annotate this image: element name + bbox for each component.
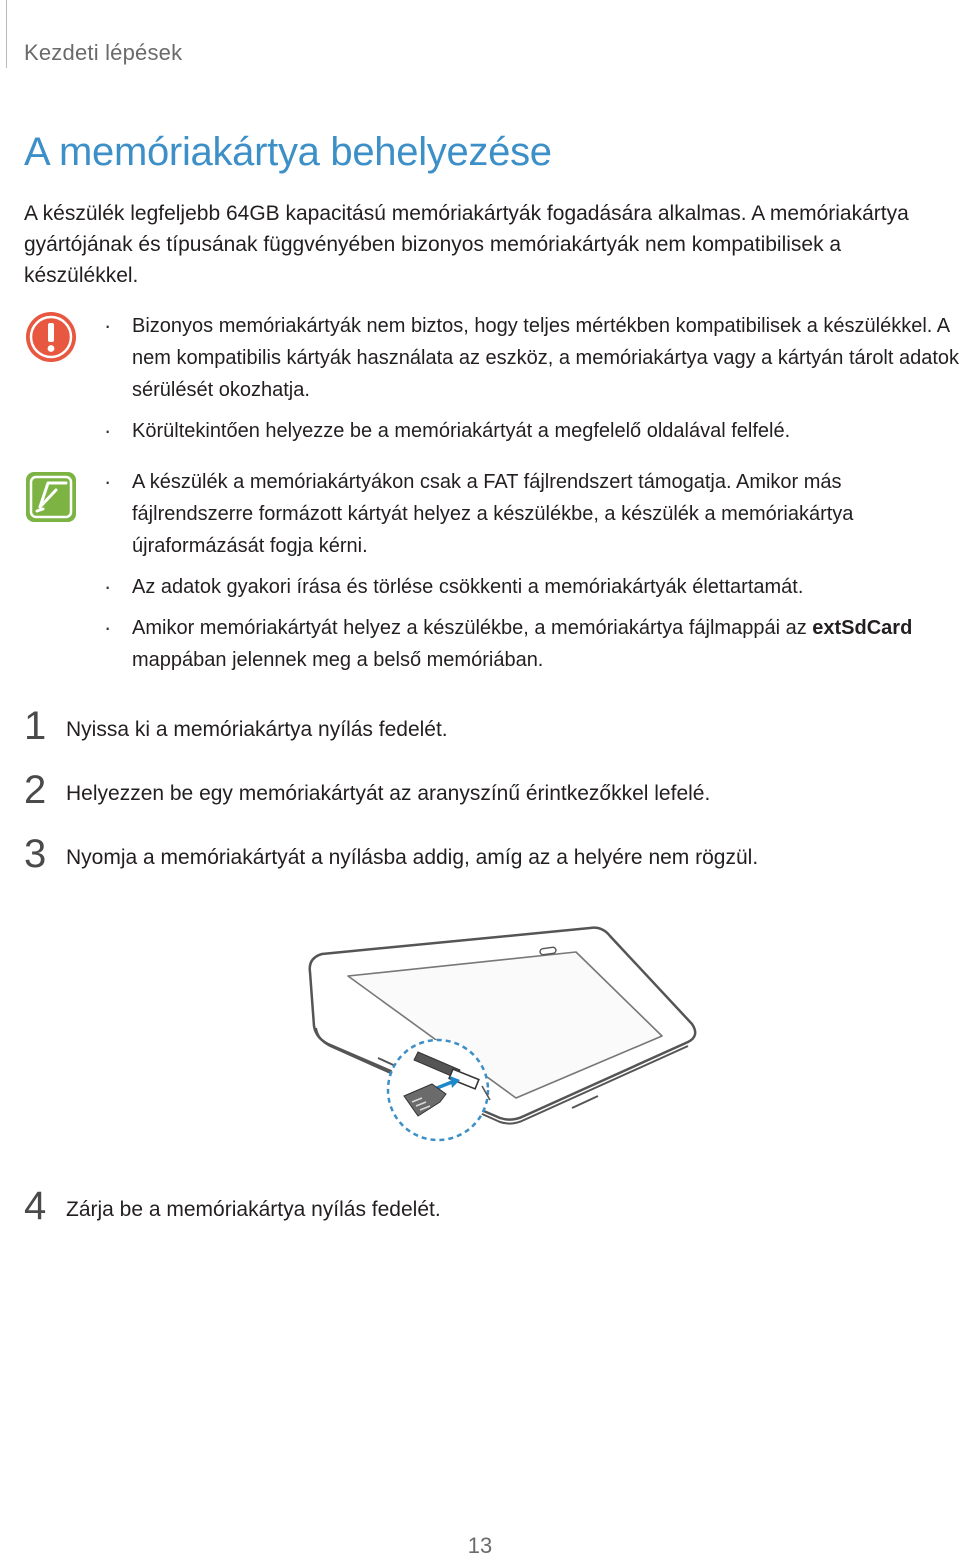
step-4 xyxy=(24,1184,944,1234)
step-text: Zárja be a memóriakártya nyílás fedelét. xyxy=(66,1198,441,1221)
page-number: 13 xyxy=(467,1533,493,1558)
corner-rule xyxy=(6,0,7,68)
caution-icon xyxy=(24,310,78,364)
step-text: Nyissa ki a memóriakártya nyílás fedelét. xyxy=(66,718,448,741)
tablet-memory-card-illustration xyxy=(300,920,710,1160)
note-item: · Az adatok gyakori írása és törlése csökkenti a memóriakártyák élettartamát. xyxy=(104,571,960,603)
note-item: · Amikor memóriakártyát helyez a készülékbe, a memóriakártya fájlmappái az extSdCard mappában jelennek meg a belső memóriában. xyxy=(104,612,960,676)
note-icon xyxy=(24,470,78,524)
intro-paragraph: A készülék legfeljebb 64GB kapacitású memóriakártyák fogadására alkalmas. A memóriakártya gyártójának és típusának függvényében bizonyos memóriakártyák nem kompatibilisek a készülékkel. xyxy=(24,202,909,287)
step-1 xyxy=(24,704,944,754)
step-number: 2 xyxy=(24,768,47,812)
caution-list xyxy=(104,310,960,456)
step-text: Nyomja a memóriakártyát a nyílásba addig, amíg az a helyére nem rögzül. xyxy=(66,846,759,869)
section-header: Kezdeti lépések xyxy=(24,40,183,65)
page-title: A memóriakártya behelyezése xyxy=(24,130,552,174)
folder-name: extSdCard xyxy=(812,617,913,639)
caution-item: · Bizonyos memóriakártyák nem biztos, hogy teljes mértékben kompatibilisek a készülékkel. A nem kompatibilis kártyák használata az eszköz, a memóriakártya vagy a kártyán tárolt adatok sérülését okozhatja. xyxy=(104,310,960,406)
step-number: 4 xyxy=(24,1184,47,1228)
step-3 xyxy=(24,832,944,882)
step-2 xyxy=(24,768,944,818)
step-number: 3 xyxy=(24,832,47,876)
caution-item: · Körültekintően helyezze be a memóriakártyát a megfelelő oldalával felfelé. xyxy=(104,415,960,447)
note-item: · A készülék a memóriakártyákon csak a FAT fájlrendszert támogatja. Amikor más fájlrendszerre formázott kártyát helyez a készülékbe, a készülék a memóriakártya újraformázását fogja kérni. xyxy=(104,466,960,562)
note-list xyxy=(104,466,960,685)
step-number: 1 xyxy=(24,704,47,748)
step-text: Helyezzen be egy memóriakártyát az aranyszínű érintkezőkkel lefelé. xyxy=(66,782,711,805)
